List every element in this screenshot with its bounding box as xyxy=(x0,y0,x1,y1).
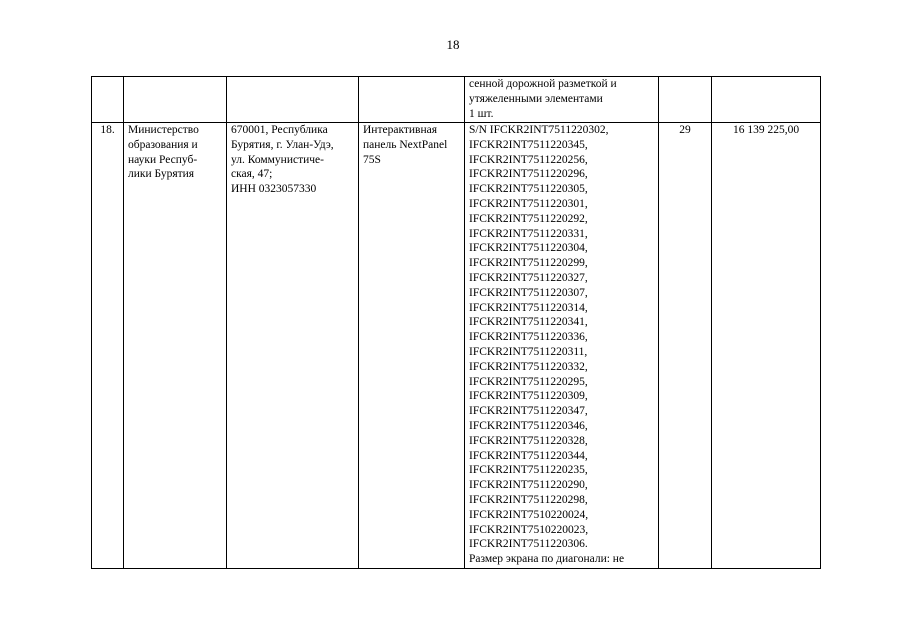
description-line: IFCKR2INT7511220309, xyxy=(469,390,588,403)
description-line: IFCKR2INT7511220331, xyxy=(469,227,588,240)
table-row xyxy=(92,123,821,569)
description-line: IFCKR2INT7511220347, xyxy=(469,405,588,418)
description-line: IFCKR2INT7511220292, xyxy=(469,212,588,225)
description-line: Размер экрана по диагонали: не xyxy=(469,553,625,566)
description-line: IFCKR2INT7511220344, xyxy=(469,449,588,462)
description-line: 1 шт. xyxy=(469,107,494,120)
description-line: IFCKR2INT7511220345, xyxy=(469,138,588,151)
cell-address xyxy=(227,77,359,123)
organization-line: образования и xyxy=(128,138,198,151)
address-line: ская, 47; xyxy=(231,168,273,181)
description-line: IFCKR2INT7511220301, xyxy=(469,197,588,210)
address-line: ИНН 0323057330 xyxy=(231,183,317,196)
cell-organization xyxy=(124,77,227,123)
cell-number xyxy=(92,123,124,569)
cell-description xyxy=(465,77,659,123)
cell-item xyxy=(359,123,465,569)
item-line: 75S xyxy=(363,153,381,166)
quantity-value: 29 xyxy=(679,124,691,136)
description-line: IFCKR2INT7511220328, xyxy=(469,434,588,447)
cell-description xyxy=(465,123,659,569)
description-line: сенной дорожной разметкой и xyxy=(469,78,617,90)
description-line: IFCKR2INT7511220306. xyxy=(469,538,588,551)
address-line: 670001, Республика xyxy=(231,124,328,136)
organization-line: науки Респуб- xyxy=(128,153,198,166)
organization-line: Министерство xyxy=(128,124,199,136)
description-line: IFCKR2INT7511220341, xyxy=(469,316,588,329)
cell-quantity xyxy=(659,123,712,569)
cell-item xyxy=(359,77,465,123)
description-line: IFCKR2INT7511220299, xyxy=(469,257,588,270)
description-line: IFCKR2INT7511220314, xyxy=(469,301,588,314)
row-number: 18. xyxy=(100,124,115,136)
description-line: IFCKR2INT7511220336, xyxy=(469,331,588,344)
cell-quantity xyxy=(659,77,712,123)
page-number: 18 xyxy=(446,37,460,52)
amount-value: 16 139 225,00 xyxy=(732,124,800,136)
address-line: Бурятия, г. Улан-Удэ, xyxy=(231,138,334,151)
item-line: панель NextPanel xyxy=(363,138,448,151)
cell-amount xyxy=(712,123,821,569)
cell-amount xyxy=(712,77,821,123)
continuation-row xyxy=(92,77,821,123)
description-line: IFCKR2INT7511220256, xyxy=(469,153,588,166)
description-line: IFCKR2INT7510220023, xyxy=(469,523,589,536)
cell-number xyxy=(92,77,124,123)
address-line: ул. Коммунистиче- xyxy=(231,153,324,166)
description-line: IFCKR2INT7511220304, xyxy=(469,242,588,255)
description-line: утяжеленными элементами xyxy=(469,92,603,105)
description-line: IFCKR2INT7511220346, xyxy=(469,419,588,432)
description-line: IFCKR2INT7511220311, xyxy=(469,345,588,358)
description-line: IFCKR2INT7511220290, xyxy=(469,479,588,492)
description-line: IFCKR2INT7511220296, xyxy=(469,168,588,181)
description-line: IFCKR2INT7511220235, xyxy=(469,464,588,477)
description-line: IFCKR2INT7511220298, xyxy=(469,493,588,506)
description-line: IFCKR2INT7511220305, xyxy=(469,183,588,196)
cell-address xyxy=(227,123,359,569)
description-line: IFCKR2INT7511220327, xyxy=(469,271,588,284)
description-line: IFCKR2INT7510220024, xyxy=(469,508,589,521)
item-line: Интерактивная xyxy=(363,124,438,136)
registry-table xyxy=(91,76,821,569)
organization-line: лики Бурятия xyxy=(128,168,195,181)
description-line: IFCKR2INT7511220307, xyxy=(469,286,588,299)
cell-organization xyxy=(124,123,227,569)
description-line: IFCKR2INT7511220332, xyxy=(469,360,588,373)
description-line: S/N IFCKR2INT7511220302, xyxy=(469,124,609,136)
description-line: IFCKR2INT7511220295, xyxy=(469,375,588,388)
